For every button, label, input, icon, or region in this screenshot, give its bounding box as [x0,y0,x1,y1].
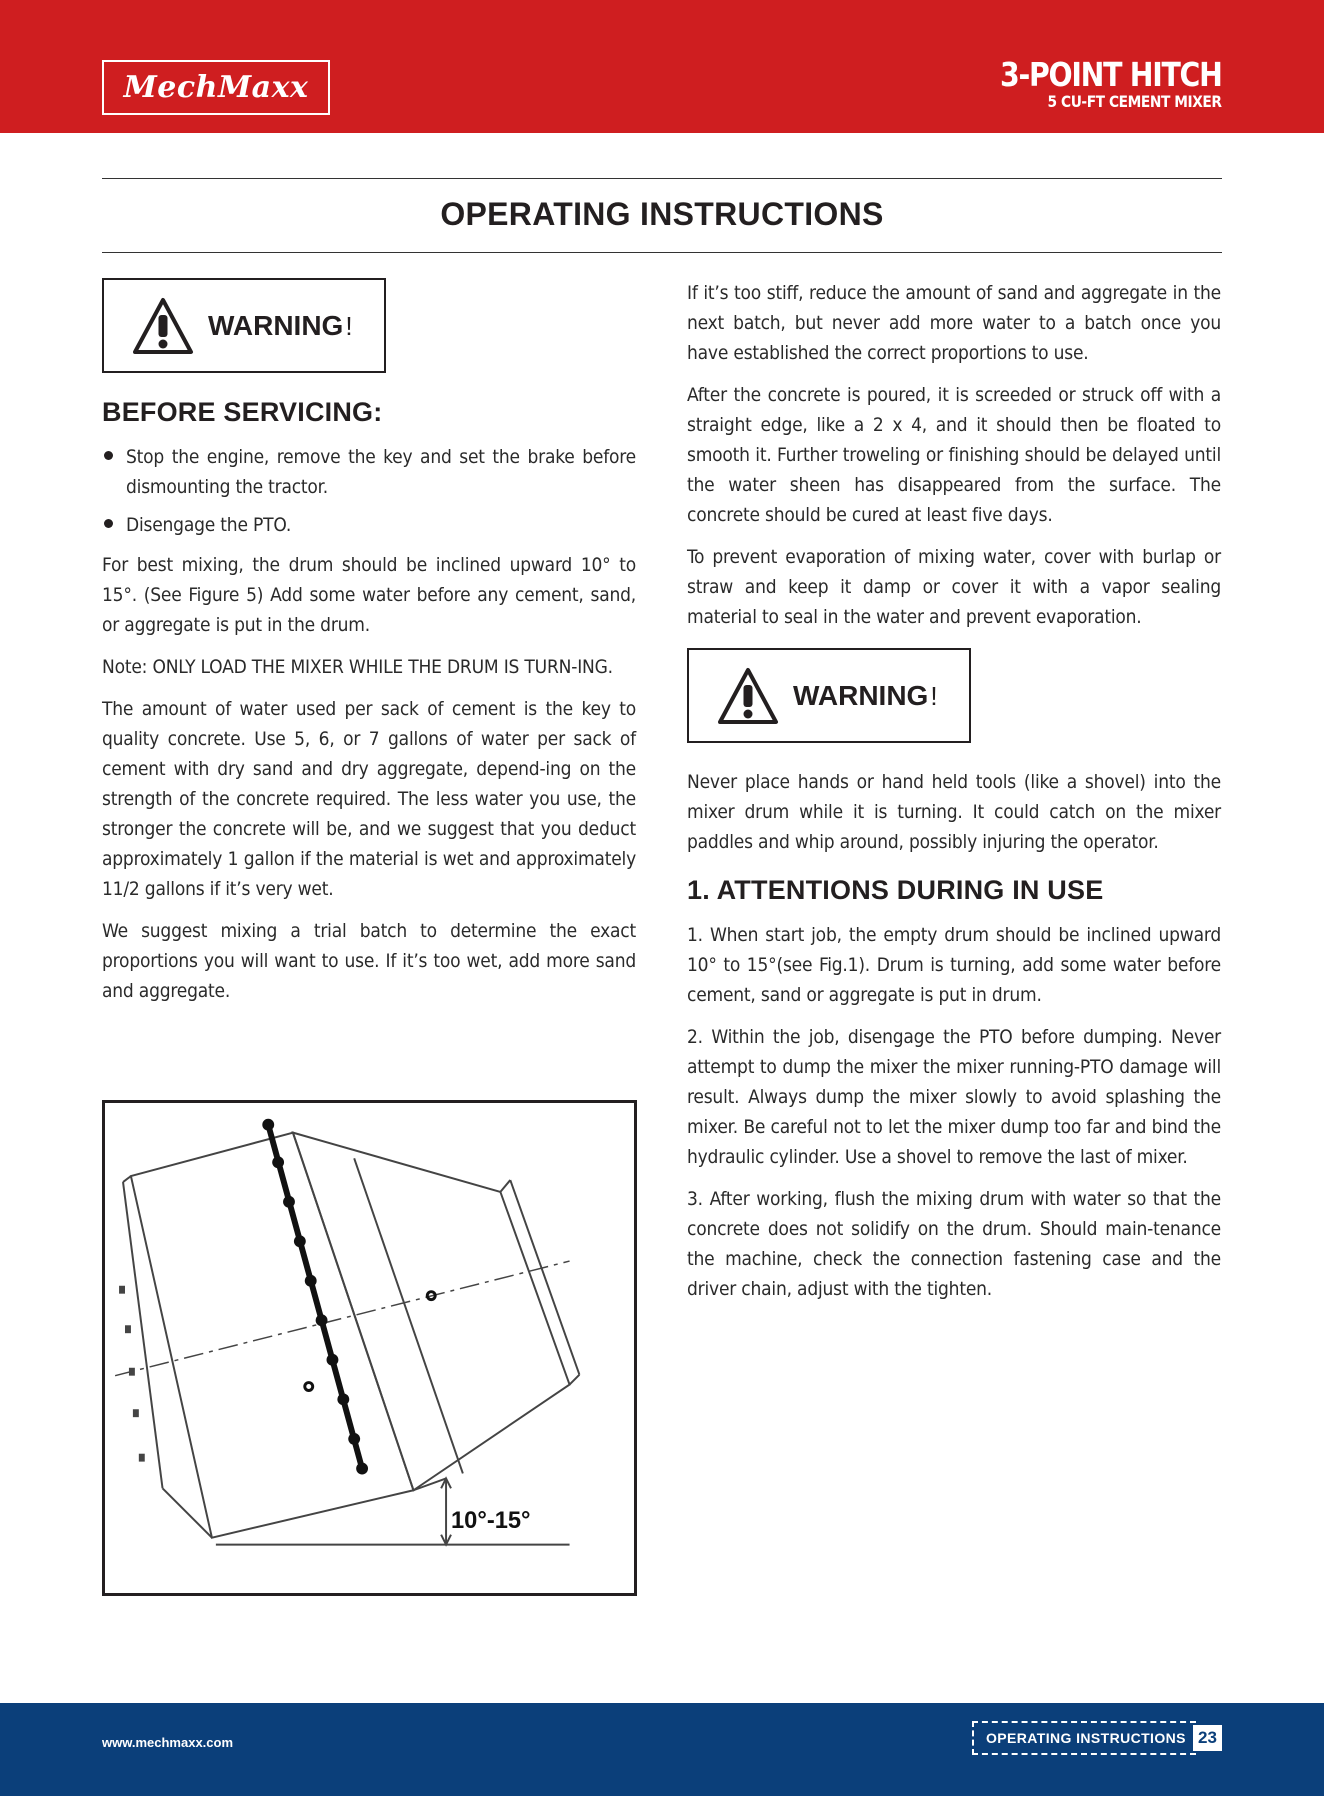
product-subtitle: 5 CU-FT CEMENT MIXER [1047,92,1222,111]
list-item: Stop the engine, remove the key and set the brake before dismounting the tractor. [102,442,636,502]
paragraph: For best mixing, the drum should be inclined upward 10° to 15°. (See Figure 5) Add some water before any cement, sand, or aggregate is put in the drum. [102,554,636,636]
paragraph: After the concrete is poured, it is screeded or struck off with a straight edge, like a 2 x 4, and it should then be floated to smooth it. Further troweling or finishing should be delayed until the water sheen has disappeared from the surface. The concrete should be cured at least five days. [687,384,1221,526]
paragraph: 3. After working, flush the mixing drum with water so that the concrete does not solidify on the drum. Should main-tenance the machine, check the connection fastening case and the driver chain, adjust with the tighten. [687,1188,1221,1300]
warning-box [687,648,971,743]
website-link[interactable]: www.mechmaxx.com [102,1735,234,1750]
paragraph: The amount of water used per sack of cement is the key to quality concrete. Use 5, 6, or 7 gallons of water per sack of cement with dry sand and dry aggregate, depend-ing on the strength of the concrete required. The less water you use, the stronger the concrete will be, and we suggest that you deduct approximately 1 gallon if the material is wet and approximately 11/2 gallons if it’s very wet. [102,698,636,900]
warning-box [102,278,386,373]
warning-triangle-icon [132,297,194,355]
paragraph: We suggest mixing a trial batch to determine the exact proportions you will want to use. If it’s too wet, add more sand and aggregate. [102,920,636,1002]
list-item: Disengage the PTO. [102,510,636,540]
warning-triangle-icon [717,667,779,725]
paragraph: If it’s too stiff, reduce the amount of sand and aggregate in the next batch, but never add more water to a batch once you have established the correct proportions to use. [687,282,1221,364]
title-top-rule [102,178,1222,179]
bullet-list [102,442,636,540]
section-heading: 1. ATTENTIONS DURING IN USE [687,875,1104,905]
mixer-drum-illustration [105,1103,634,1593]
page-title: OPERATING INSTRUCTIONS [440,196,884,232]
right-column [687,278,1221,1316]
paragraph: 1. When start job, the empty drum should be inclined upward 10° to 15°(see Fig.1). Drum is turning, add some water before cement, sand or aggregate is put in drum. [687,924,1221,1006]
title-bottom-rule [102,252,1222,253]
paragraph: 2. Within the job, disengage the PTO before dumping. Never attempt to dump the mixer the mixer running-PTO damage will result. Always dump the mixer slowly to avoid splashing the mixer. Be careful not to let the mixer dump too far and bind the hydraulic cylinder. Use a shovel to remove the last of mixer. [687,1026,1221,1168]
product-name: 3-POINT HITCH [1000,55,1222,94]
incline-angle-label: 10°-15° [451,1507,531,1534]
header-bar [0,0,1324,133]
footer-bar [0,1703,1324,1796]
mixer-incline-figure [102,1100,637,1596]
brand-logo: MechMaxx [102,60,330,115]
left-column [102,278,636,1018]
warning-label: WARNING! [208,309,353,341]
paragraph: To prevent evaporation of mixing water, cover with burlap or straw and keep it damp or cover it with a vapor sealing material to seal in the water and prevent evaporation. [687,546,1221,628]
page-number: 23 [1193,1725,1222,1751]
product-title [964,55,1222,111]
warning-paragraph: Never place hands or hand held tools (like a shovel) into the mixer drum while it is turning. It could catch on the mixer paddles and whip around, possibly injuring the operator. [687,771,1221,853]
paragraph: Note: ONLY LOAD THE MIXER WHILE THE DRUM IS TURN-ING. [102,656,613,678]
footer-section-label: OPERATING INSTRUCTIONS [972,1721,1196,1755]
section-heading: BEFORE SERVICING: [102,397,383,427]
warning-label: WARNING! [793,679,938,711]
